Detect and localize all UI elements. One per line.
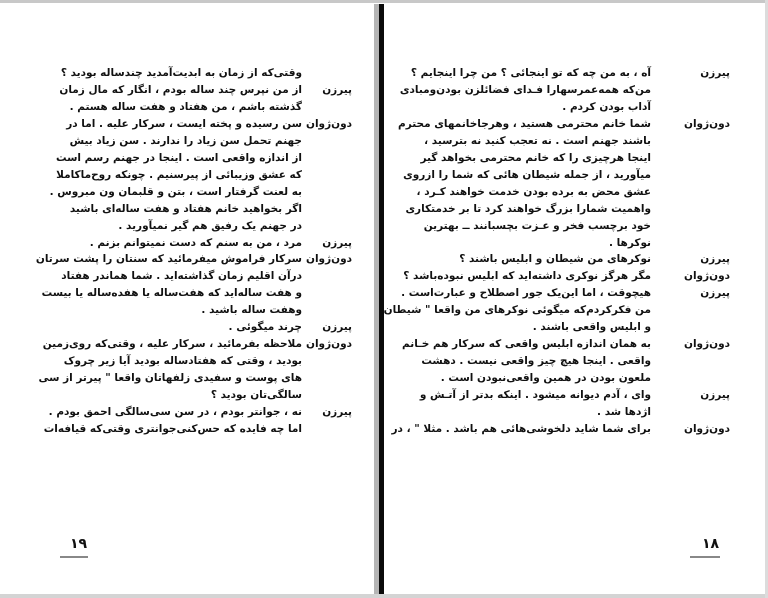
left-page bbox=[0, 0, 374, 598]
text-line: وقتی‌که از زمان به ابدیت‌آمدید چندساله بودید ؟ bbox=[60, 67, 302, 79]
text-line: نوکرهای من شیطان و ابلیس باشند ؟ bbox=[459, 253, 651, 266]
speaker-label: دون‌ژوان bbox=[305, 253, 352, 266]
text-line: واهمیت شمارا بزرگ خواهند کرد تا بر خدمتکاری bbox=[405, 202, 651, 215]
text-line: و هفت ساله‌اید که هفت‌ساله یا هفده‌ساله یا بیست bbox=[41, 287, 302, 300]
speaker-label: پیرزن bbox=[700, 253, 730, 266]
text-line: ملاحظه بفرمائید ، سرکار علیه ، وقتی‌که روی‌زمین bbox=[42, 338, 302, 351]
speaker-label: دون‌ژوان bbox=[305, 117, 352, 130]
text-line: خود برچسب فخر و عـزت بچسبانند ــ بهترین bbox=[423, 219, 651, 232]
text-line: من‌که همه‌عمرسهارا فـدای فضائلزن بودن‌ومبادی bbox=[399, 83, 651, 96]
text-line: آه ، به من چه که تو اینجائی ؟ من چرا اینجایم ؟ bbox=[410, 67, 651, 79]
page-number: ۱۹ bbox=[70, 536, 88, 552]
text-line: اژدها شد . bbox=[597, 406, 651, 418]
speaker-label: پیرزن bbox=[700, 67, 730, 79]
text-line: به همان اندازه ابلیس واقعی که سرکار هم خـانم bbox=[402, 338, 651, 351]
text-line: باشند جهنم است . نه تعجب کنید نه بترسید ، bbox=[424, 134, 651, 147]
text-line: از من نپرس چند ساله بودم ، انگار که مال زمان bbox=[59, 83, 302, 96]
text-line: در جهنم یک رفیق هم گیر نمیآورید . bbox=[118, 219, 302, 232]
speaker-label: پیرزن bbox=[322, 321, 352, 334]
text-line: سن رسیده و پخته ایست ، سرکار علیه . اما در bbox=[66, 117, 302, 130]
right-page bbox=[384, 0, 765, 598]
text-line: سرکار فراموش میفرمائید که سنتان را پشت سرتان bbox=[35, 253, 302, 266]
text-line: نوکرها . bbox=[608, 236, 651, 249]
speaker-label: دون‌ژوان bbox=[683, 117, 730, 130]
text-line: مگر هرگز نوکری داشته‌اید که ابلیس نبوده‌باشد ؟ bbox=[403, 270, 651, 283]
speaker-label: دون‌ژوان bbox=[683, 270, 730, 283]
text-line: اینجا هرچیزی را که خانم محترمی بخواهد گیر bbox=[420, 151, 651, 164]
text-line: مرد ، من به سنم که دست نمیتوانم بزنم . bbox=[89, 236, 302, 249]
speaker-label: پیرزن bbox=[700, 287, 730, 300]
speaker-label: پیرزن bbox=[322, 83, 352, 96]
text-line: به لعنت گرفتار است ، بتن و قلبمان ون مبروس . bbox=[49, 185, 302, 198]
text-line: اما چه فایده که حس‌کنی‌جوانتری وقتی‌که قیافه‌ات bbox=[43, 422, 302, 435]
speaker-label: پیرزن bbox=[322, 406, 352, 418]
text-line: از اندازه واقعی است . اینجا در جهنم رسم است bbox=[55, 151, 302, 164]
speaker-label: پیرزن bbox=[700, 389, 730, 402]
text-line: آداب بودن کردم . bbox=[562, 100, 651, 113]
speaker-label: پیرزن bbox=[322, 236, 352, 249]
text-line: گذشته باشم ، من هفتاد و هفت ساله هستم . bbox=[69, 100, 302, 113]
text-line: که عشق وزیبائی از پیرسنیم . چونکه روح‌ماکاملا bbox=[56, 168, 302, 181]
text-line: ملعون بودن در همین واقعی‌نبودن است . bbox=[440, 372, 651, 385]
speaker-label: دون‌ژوان bbox=[683, 422, 730, 435]
text-line: درآن اقلیم زمان گذاشته‌اید . شما هماندر هفتاد bbox=[61, 270, 302, 283]
text-line: هیچوقت ، اما این‌یک جور اصطلاح و عبارت‌است . bbox=[401, 287, 651, 300]
text-line: و ابلیس واقعی باشند . bbox=[532, 321, 651, 334]
page-number-rule bbox=[690, 556, 720, 558]
speaker-label: دون‌ژوان bbox=[305, 338, 352, 351]
text-line: میآورید ، از جمله شیطان هائی که شما را ازروی bbox=[403, 168, 651, 181]
text-line: نه ، جوانتر بودم ، در سن سی‌سالگی احمق بودم . bbox=[48, 406, 302, 418]
page-number: ۱۸ bbox=[702, 536, 720, 552]
text-line: بودید ، وقتی که هفتادساله بودید آیا زیر چروک bbox=[63, 355, 302, 368]
text-line: وهفت ساله باشید . bbox=[201, 304, 302, 317]
text-line: واقعی . اینجا هیچ چیز واقعی نیست . دهشت bbox=[421, 355, 651, 368]
text-line: چرند میگوئی . bbox=[228, 321, 302, 334]
text-line: شما خانم محترمی هستید ، وهرجاخانمهای محترم bbox=[398, 117, 651, 130]
text-line: های پوست و سفیدی زلفهاتان واقعا " پیرتر از سی bbox=[38, 372, 302, 385]
text-line: سالگی‌تان بودید ؟ bbox=[210, 389, 302, 402]
text-line: جهنم تحمل سن زیاد را ندارند . سن زیاد بیش bbox=[69, 134, 302, 147]
speaker-label: دون‌ژوان bbox=[683, 338, 730, 351]
page-number-rule bbox=[60, 556, 88, 558]
text-line: برای شما شاید دلخوشی‌هائی هم باشد . مثلا " ، در bbox=[391, 422, 651, 435]
text-line: وای ، آدم دیوانه میشود . اینکه بدتر از آتـش و bbox=[419, 389, 651, 402]
text-line: عشق محض به برده بودن خدمت خواهند کـرد ، bbox=[416, 185, 651, 198]
text-line: من فکرکردم‌که میگوئی نوکرهای من واقعا " شیطان bbox=[383, 304, 651, 317]
text-line: اگر بخواهید خانم هفتاد و هفت ساله‌ای باشید bbox=[69, 202, 302, 215]
